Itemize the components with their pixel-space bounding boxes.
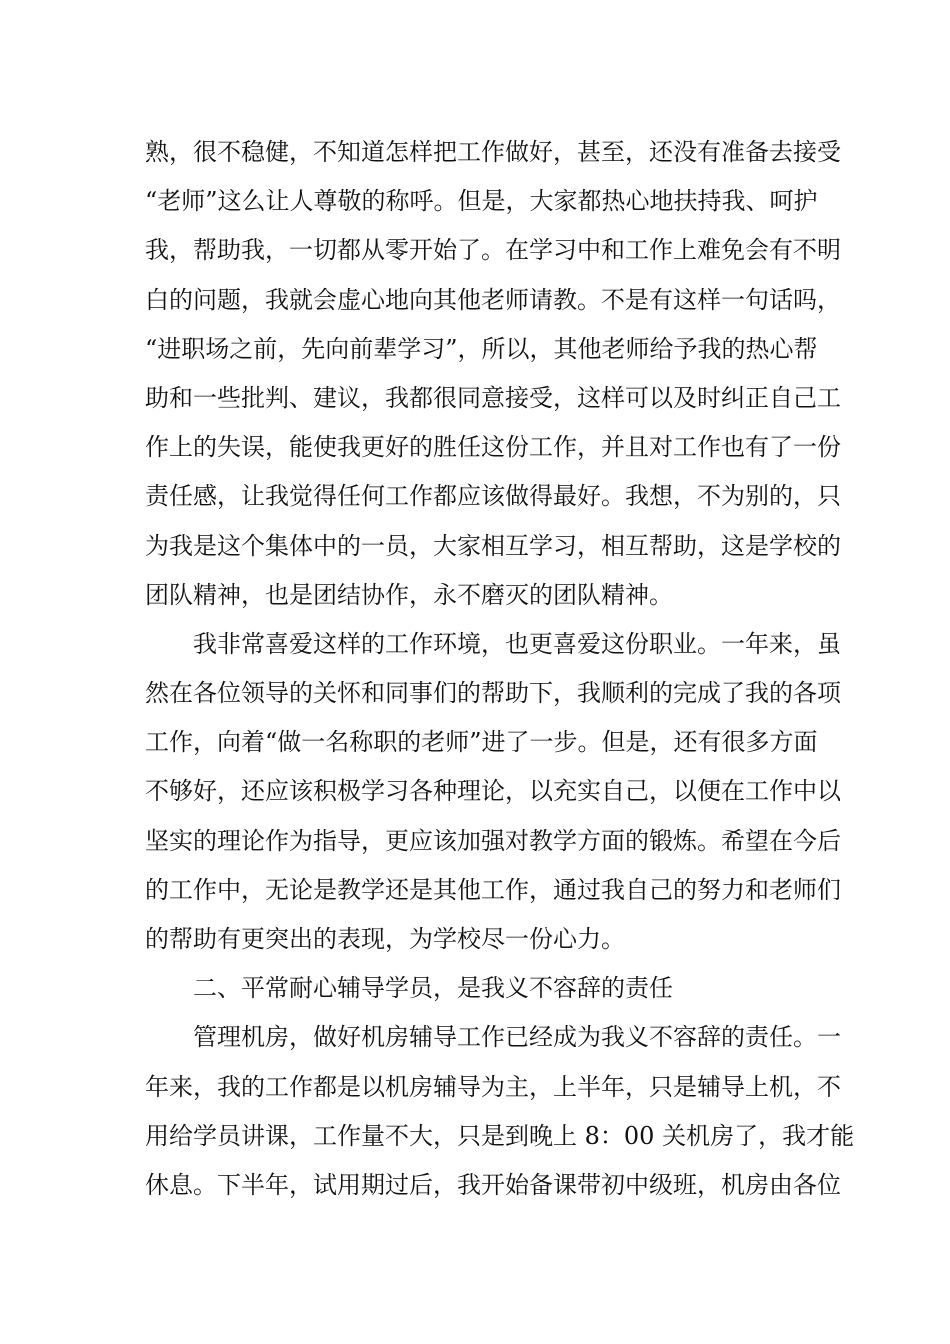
text-line: [145, 1161, 841, 1210]
line-text: 责任感，让我觉得任何工作都应该做得最好。我想，不为别的，只: [145, 482, 841, 511]
line-text: 作上的失误，能使我更好的胜任这份工作，并且对工作也有了一份: [145, 433, 841, 462]
line-text: 年来，我的工作都是以机房辅导为主，上半年，只是辅导上机，不: [145, 1072, 841, 1101]
line-text: 的工作中，无论是教学还是其他工作，通过我自己的努力和老师们: [145, 875, 841, 904]
line-text: “进职场之前，先向前辈学习”，所以，其他老师给予我的热心帮: [145, 334, 818, 363]
line-text: 的帮助有更突出的表现，为学校尽一份心力。: [145, 925, 625, 953]
line-text: “老师”这么让人尊敬的称呼。但是，大家都热心地扶持我、呵护: [145, 187, 818, 216]
paragraph-first-line: [145, 620, 841, 669]
line-text: 我非常喜爱这样的工作环境，也更喜爱这份职业。一年来，虽: [193, 629, 841, 658]
text-line: [145, 1112, 855, 1161]
line-text: 为我是这个集体中的一员，大家相互学习，相互帮助，这是学校的: [145, 531, 841, 560]
text-line: [145, 226, 841, 275]
body-text: [145, 128, 855, 1210]
paragraph-first-line: [145, 1013, 841, 1062]
line-text: 用给学员讲课，工作量不大，只是到晚上 8：00 关机房了，我才能: [145, 1121, 855, 1150]
text-line: [145, 472, 841, 521]
line-text: 工作，向着“做一名称职的老师”进了一步。但是，还有很多方面: [145, 728, 818, 757]
text-line: [145, 374, 841, 423]
text-line: [145, 276, 841, 325]
line-text: 助和一些批判、建议，我都很同意接受，这样可以及时纠正自己工: [145, 383, 841, 412]
text-line: [145, 177, 818, 226]
line-text: 坚实的理论作为指导，更应该加强对教学方面的锻炼。希望在今后: [145, 826, 841, 855]
text-line: [145, 767, 841, 816]
line-text: 团队精神，也是团结协作，永不磨灭的团队精神。: [145, 580, 673, 609]
line-text: 白的问题，我就会虚心地向其他老师请教。不是有这样一句话吗，: [145, 285, 841, 314]
line-text: 休息。下半年，试用期过后，我开始备课带初中级班，机房由各位: [145, 1170, 841, 1199]
line-text: 熟，很不稳健，不知道怎样把工作做好，甚至，还没有准备去接受: [145, 138, 841, 166]
text-line: [145, 915, 810, 964]
text-line: [145, 128, 841, 177]
text-line: [145, 522, 841, 571]
text-line: [145, 325, 818, 374]
line-text: 然在各位领导的关怀和同事们的帮助下，我顺利的完成了我的各项: [145, 679, 841, 708]
heading-text: 二、平常耐心辅导学员，是我义不容辞的责任: [193, 974, 673, 1003]
text-line: [145, 669, 841, 718]
text-line: [145, 423, 841, 472]
section-heading: [145, 964, 810, 1013]
line-text: 不够好，还应该积极学习各种理论，以充实自己，以便在工作中以: [145, 777, 841, 806]
text-line: [145, 866, 841, 915]
line-text: 管理机房，做好机房辅导工作已经成为我义不容辞的责任。一: [193, 1023, 841, 1052]
line-text: 我，帮助我，一切都从零开始了。在学习中和工作上难免会有不明: [145, 236, 841, 265]
text-line: [145, 1063, 841, 1112]
text-line: [145, 817, 841, 866]
text-line: [145, 718, 818, 767]
text-line: [145, 571, 810, 620]
